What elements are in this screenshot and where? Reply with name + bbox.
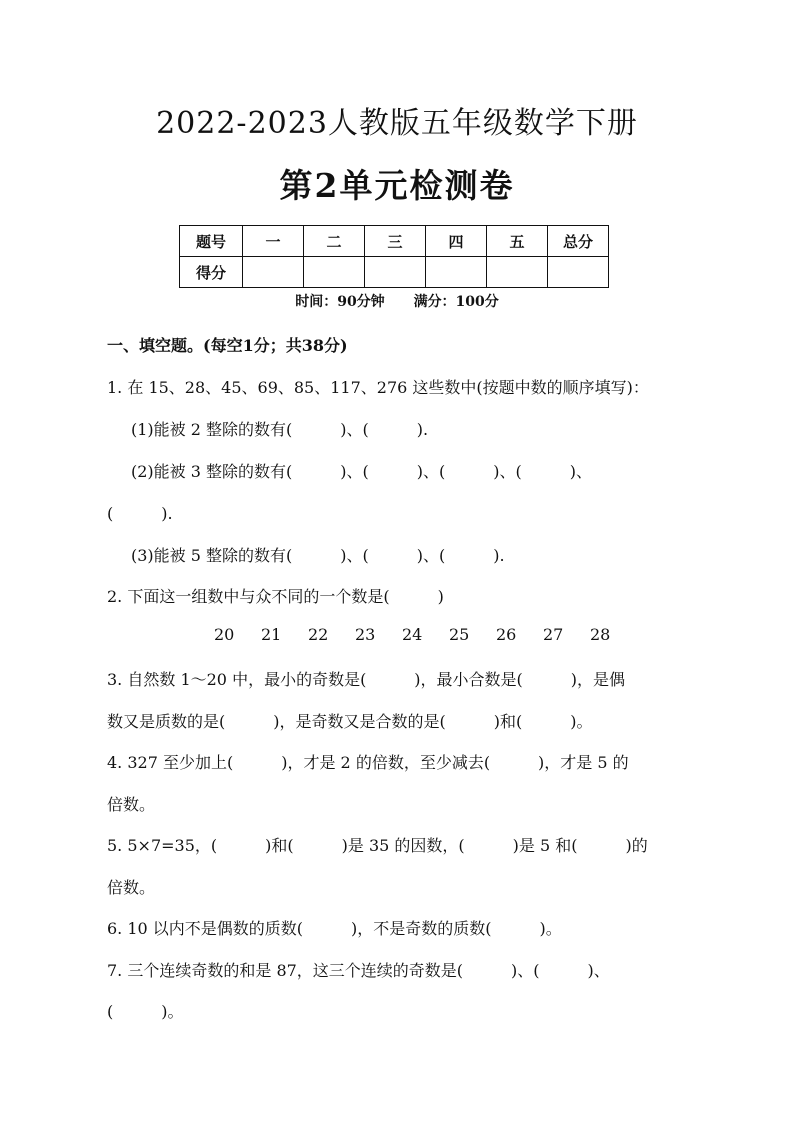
score-table-header-row [180,226,609,257]
question-line: 6. 10 以内不是偶数的质数( )，不是奇数的质数( )。 [107,919,562,938]
score-cell[interactable] [243,257,304,288]
question-line: 倍数。 [107,795,156,814]
number-item: 22 [308,625,329,644]
number-item: 20 [214,625,235,644]
table-cell: 三 [365,226,426,257]
score-cell[interactable] [548,257,609,288]
score-table-score-row [180,257,609,288]
number-item: 23 [355,625,376,644]
question-line: 数又是质数的是( )，是奇数又是合数的是( )和( )。 [107,712,593,731]
number-item: 21 [261,625,282,644]
score-cell[interactable] [304,257,365,288]
question-line: 7. 三个连续奇数的和是 87，这三个连续的奇数是( )、( )、 [107,961,610,980]
table-cell: 题号 [180,226,243,257]
number-item: 28 [590,625,611,644]
number-item: 25 [449,625,470,644]
number-item: 26 [496,625,517,644]
score-cell[interactable] [365,257,426,288]
table-cell: 二 [304,226,365,257]
question-line: (1)能被 2 整除的数有( )、( ). [131,420,429,439]
score-table [179,225,609,288]
section-heading: 一、填空题。(每空1分；共38分) [107,336,348,355]
question-line: 2. 下面这一组数中与众不同的一个数是( ) [107,587,444,606]
table-cell: 四 [426,226,487,257]
question-line: ( )。 [107,1002,184,1021]
question-line: (2)能被 3 整除的数有( )、( )、( )、( )、 [131,462,592,481]
table-cell: 一 [243,226,304,257]
question-line: ( ). [107,504,173,523]
table-cell: 五 [487,226,548,257]
table-cell: 总分 [548,226,609,257]
question-line: 3. 自然数 1～20 中，最小的奇数是( )，最小合数是( )，是偶 [107,670,626,689]
document-title: 2022-2023人教版五年级数学下册 [156,106,638,141]
question-line: 5. 5×7=35，( )和( )是 35 的因数，( )是 5 和( )的 [107,836,648,855]
question-line: 4. 327 至少加上( )，才是 2 的倍数，至少减去( )，才是 5 的 [107,753,629,772]
exam-info [0,291,794,311]
number-item: 27 [543,625,564,644]
number-row [214,625,637,644]
score-cell[interactable] [487,257,548,288]
table-cell: 得分 [180,257,243,288]
score-cell[interactable] [426,257,487,288]
question-line: 倍数。 [107,878,156,897]
exam-time: 时间：90分钟 [295,294,385,310]
document-subtitle: 第2单元检测卷 [279,166,515,205]
question-line: 1. 在 15、28、45、69、85、117、276 这些数中(按题中数的顺序填写)： [107,378,649,397]
exam-full-score: 满分：100分 [413,294,499,310]
number-item: 24 [402,625,423,644]
question-line: (3)能被 5 整除的数有( )、( )、( ). [131,546,505,565]
